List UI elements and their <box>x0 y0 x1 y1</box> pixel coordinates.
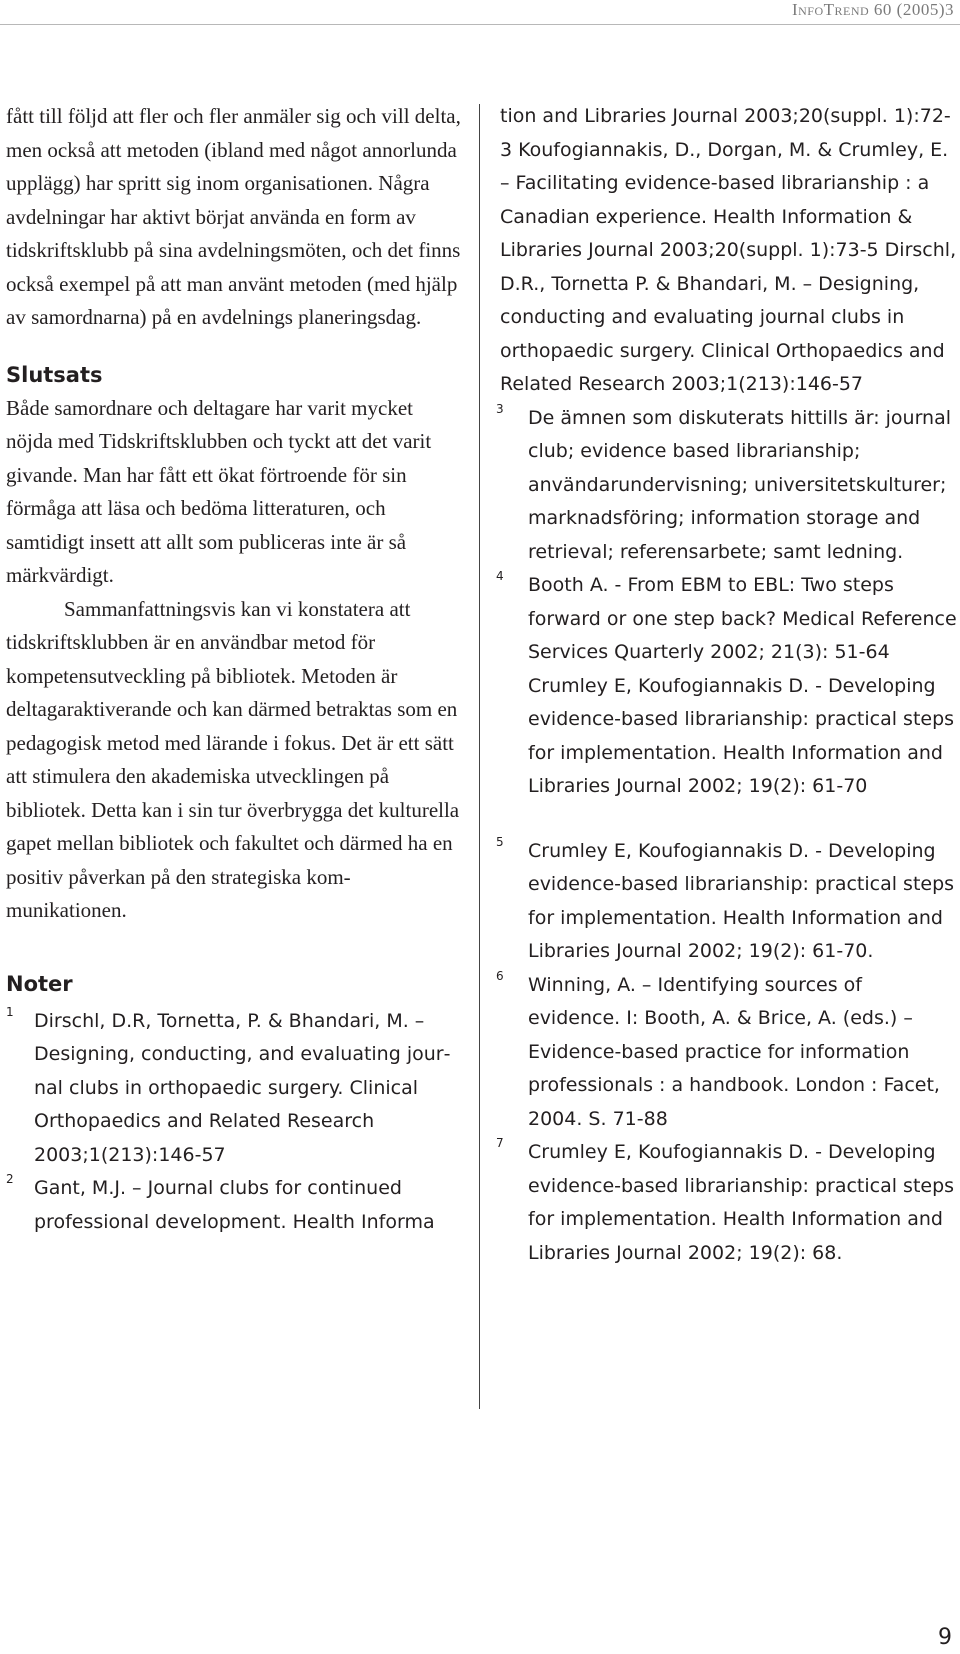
noter-heading: Noter <box>6 971 73 996</box>
note-number: 2 <box>6 1172 14 1186</box>
note-text: Winning, A. – Identifying sources of evidence. I: Booth, A. & Brice, A. (eds.) – Evidence-based practice for information professionals : a handbook. London : Facet, 2004. S. 71-88 <box>528 973 940 1130</box>
issue-info: 60 (2005)3 <box>873 0 954 19</box>
note-number: 6 <box>496 968 504 983</box>
column-divider <box>479 104 480 1409</box>
note-1 <box>6 1005 464 1173</box>
slutsats-paragraph-1: Både samordnare och deltagare har varit mycket nöjda med Tidskriftsklubben och tyckt att det varit givande. Man har fått ett ökat förtroende för sin förmåga att läsa och bedöma litteraturen, och samtidigt insett att allt som publiceras inte är så märkvärdigt. <box>6 395 432 587</box>
note-2 <box>6 1172 464 1239</box>
note-3 <box>496 402 960 570</box>
note-number: 3 <box>496 401 504 416</box>
note-2-continuation: tion and Libraries Journal 2003;20(suppl. 1):72-3 Koufogiannakis, D., Dorgan, M. & Crumley, E. – Facilitating evidence-based librarianship : a Canadian experience. Health Information & Libraries Journal 2003;20(suppl. 1):73-5 Dirschl, D.R., Tornetta P. & Bhandari, M. – Designing, conducting and evaluating journal clubs in orthopaedic surgery. Clinical Orthopaedics and Related Research 2003;1(213):146-57 <box>500 105 957 395</box>
note-text: De ämnen som diskuterats hittills är: journal club; evidence based librarianship; användarundervisning; universitetskulturer; marknadsföring; information storage and retrieval; referensarbete; samt ledning. <box>528 406 952 563</box>
note-6 <box>496 969 960 1137</box>
header-rule <box>0 24 960 25</box>
journal-name: InfoTrend <box>791 0 870 19</box>
note-5 <box>496 835 960 969</box>
note-7 <box>496 1136 960 1270</box>
slutsats-heading: Slutsats <box>6 362 103 387</box>
note-text: Crumley E, Koufogiannakis D. - Developing evidence-based librarianship: practical steps for implementation. Health Information and Libraries Journal 2002; 19(2): 61-70. <box>528 839 955 962</box>
page-number: 9 <box>938 1625 952 1650</box>
note-number: 1 <box>6 1004 14 1019</box>
slutsats-paragraph-2: Sammanfattningsvis kan vi konstatera att tidskriftsklubben är en användbar metod för kompetensutveckling på bibliotek. Metoden är deltagaraktiverande och kan därmed betraktas som en pedagogisk metod med lärande i fokus. Det är ett sätt att stimulera den akademiska utvecklingen på bibliotek. Detta kan i sin tur överbrygga det kulturella gapet mellan bibliotek och fakultet och därmed ha en positiv påverkan på den strategiska kommunikationen. <box>6 596 460 922</box>
note-text: Crumley E, Koufogiannakis D. - Developing evidence-based librarianship: practical steps for implementation. Health Information and Libraries Journal 2002; 19(2): 68. <box>528 1141 955 1264</box>
note-4 <box>496 569 960 804</box>
intro-paragraph: fått till följd att fler och fler anmäler sig och vill delta, men också att metoden (ibland med något annorlunda upplägg) har spritt sig inom organisationen. Några avdelningar har aktivt börjat använda en form av tidskriftsklubb på sina avdelningsmöten, och det finns också exempel på att man använt metoden (med hjälp av samordnarna) på en avdelnings planeringsdag. <box>6 104 461 329</box>
note-number: 4 <box>496 569 504 583</box>
note-text: Gant, M.J. – Journal clubs for continued professional development. Health Informa <box>34 1177 435 1233</box>
right-column <box>496 100 960 1270</box>
left-column <box>6 100 464 1239</box>
note-text: Dirschl, D.R, Tornetta, P. & Bhandari, M. – Designing, conducting, and evaluating journal clubs in orthopaedic surgery. Clinical Orthopaedics and Related Research 2003;1(213):146-57 <box>34 1009 451 1166</box>
running-header <box>792 0 954 20</box>
note-number: 5 <box>496 834 504 849</box>
note-text: Booth A. - From EBM to EBL: Two steps forward or one step back? Medical Reference Services Quarterly 2002; 21(3): 51-64 Crumley E, Koufogiannakis D. - Developing evidence-based librarianship: practical steps for implementation. Health Information and Libraries Journal 2002; 19(2): 61-70 <box>528 574 957 797</box>
note-number: 7 <box>496 1136 504 1150</box>
